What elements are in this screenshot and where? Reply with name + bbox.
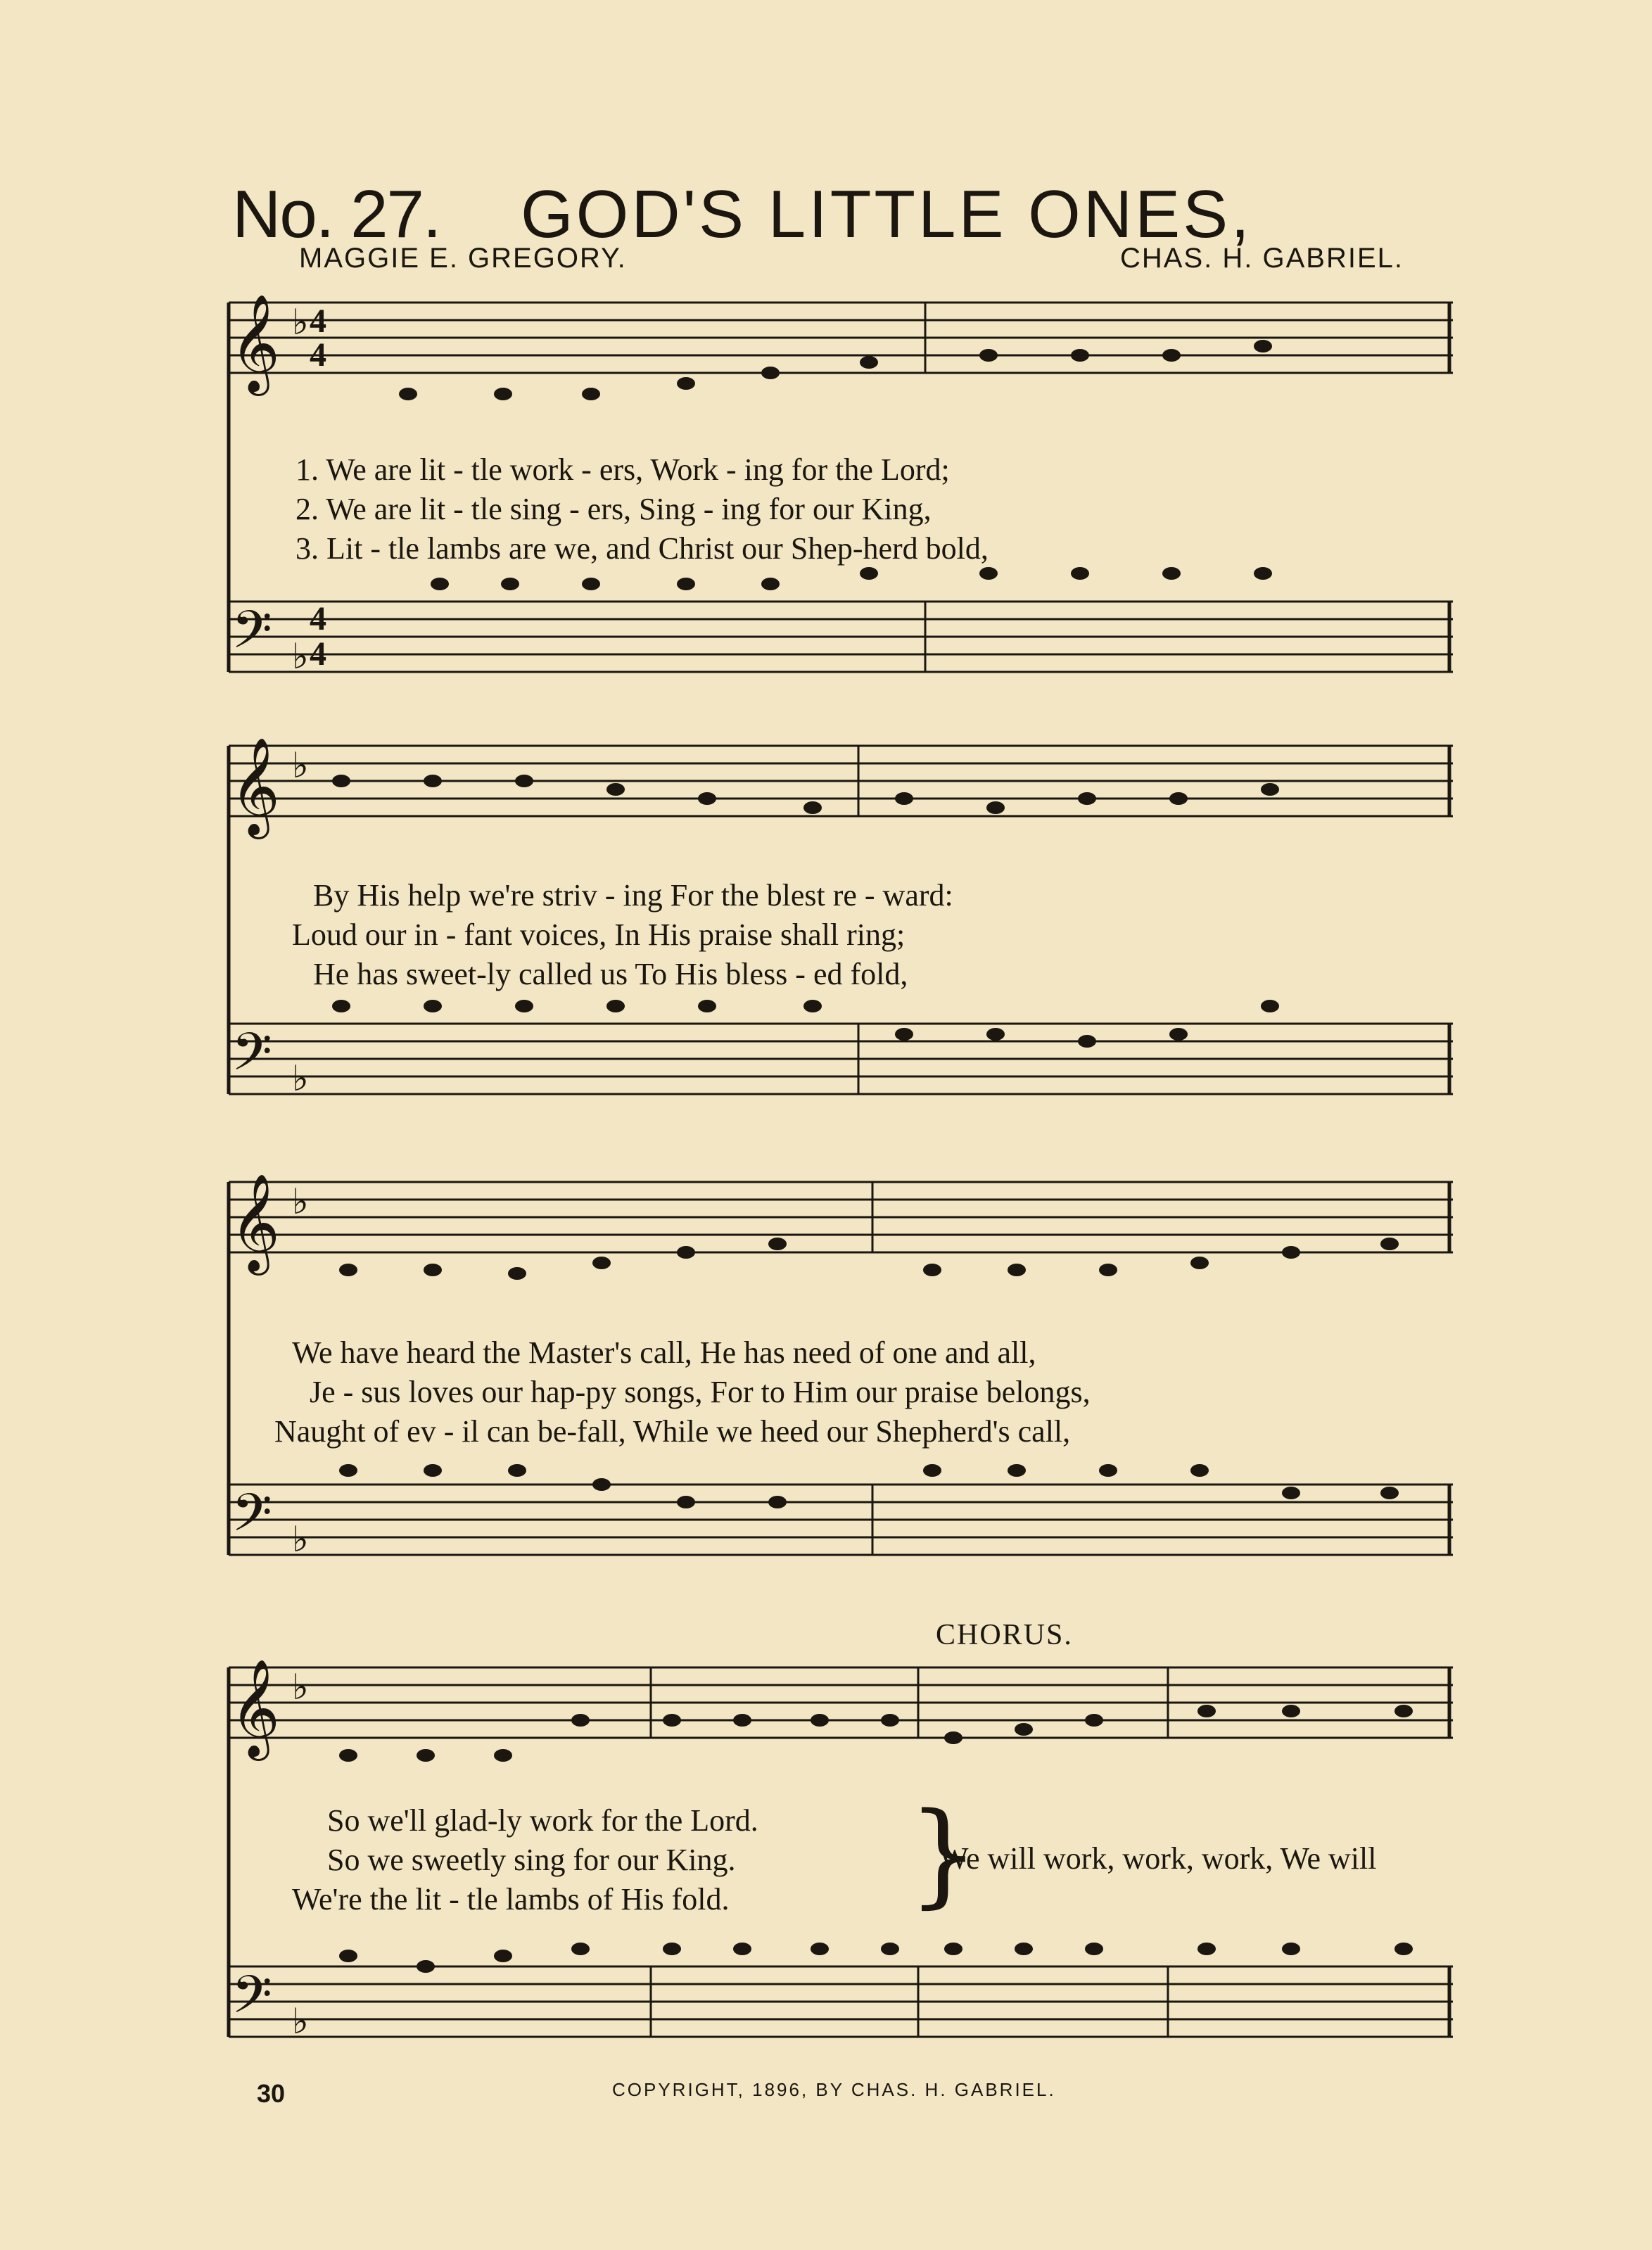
svg-text:♭: ♭ — [292, 745, 309, 786]
composer: CHAS. H. GABRIEL. — [1120, 243, 1404, 274]
hymn-number: No. 27. — [232, 177, 440, 252]
lyric-verse-2: Loud our in - fant voices, In His praise shall ring; — [292, 917, 906, 952]
music-system-4 — [222, 1618, 1456, 2061]
svg-text:4: 4 — [310, 303, 326, 340]
copyright-notice: COPYRIGHT, 1896, BY CHAS. H. GABRIEL. — [612, 2079, 1056, 2100]
lyric-verse-2: 2. We are lit - tle sing - ers, Sing - ing for our King, — [296, 492, 932, 526]
svg-text:♭: ♭ — [292, 1519, 309, 1560]
lyric-verse-1: So we'll glad-ly work for the Lord. — [327, 1803, 758, 1838]
svg-text:𝄢: 𝄢 — [231, 1964, 272, 2038]
svg-text:♭: ♭ — [292, 1181, 309, 1222]
hymn-title: GOD'S LITTLE ONES, — [521, 177, 1252, 252]
lyric-verse-3: 3. Lit - tle lambs are we, and Christ our Shep-herd bold, — [296, 531, 989, 566]
svg-text:♭: ♭ — [292, 302, 309, 343]
music-system-2 — [222, 725, 1456, 1133]
svg-text:♭: ♭ — [292, 1058, 309, 1099]
svg-text:♭: ♭ — [292, 636, 309, 677]
svg-text:𝄞: 𝄞 — [230, 1659, 280, 1757]
svg-text:4: 4 — [310, 635, 326, 673]
lyric-verse-3: He has sweet-ly called us To His bless - ed fold, — [313, 957, 908, 991]
music-system-3 — [222, 1161, 1456, 1639]
lyric-verse-2: So we sweetly sing for our King. — [327, 1843, 736, 1877]
title-row — [232, 176, 1442, 253]
svg-text:4: 4 — [310, 600, 326, 637]
svg-text:𝄢: 𝄢 — [231, 1482, 272, 1556]
chorus-brace: } — [908, 1788, 979, 1919]
svg-text:♭: ♭ — [292, 2001, 309, 2042]
lyric-verse-3: Naught of ev - il can be-fall, While we heed our Shepherd's call, — [274, 1414, 1071, 1449]
svg-text:𝄞: 𝄞 — [230, 737, 280, 835]
lyric-verse-1: 1. We are lit - tle work - ers, Work - ing for the Lord; — [296, 452, 950, 487]
lyric-verse-1: By His help we're striv - ing For the blest re - ward: — [313, 878, 953, 913]
svg-text:𝄢: 𝄢 — [231, 1022, 272, 1095]
page-number: 30 — [257, 2079, 286, 2108]
svg-text:𝄞: 𝄞 — [230, 1174, 280, 1271]
lyric-verse-1: We have heard the Master's call, He has need of one and all, — [292, 1335, 1036, 1370]
chorus-label: CHORUS. — [936, 1619, 1073, 1651]
credits — [299, 243, 1404, 278]
chorus-refrain: We will work, work, work, We will — [939, 1841, 1377, 1876]
lyric-verse-3: We're the lit - tle lambs of His fold. — [292, 1882, 730, 1917]
music-system-1 — [222, 281, 1456, 718]
svg-text:4: 4 — [310, 336, 326, 374]
svg-text:♭: ♭ — [292, 1667, 309, 1708]
svg-text:𝄞: 𝄞 — [230, 294, 280, 392]
lyricist: MAGGIE E. GREGORY. — [299, 243, 627, 274]
svg-text:𝄢: 𝄢 — [231, 599, 272, 673]
lyric-verse-2: Je - sus loves our hap-py songs, For to Him our praise belongs, — [310, 1375, 1091, 1409]
